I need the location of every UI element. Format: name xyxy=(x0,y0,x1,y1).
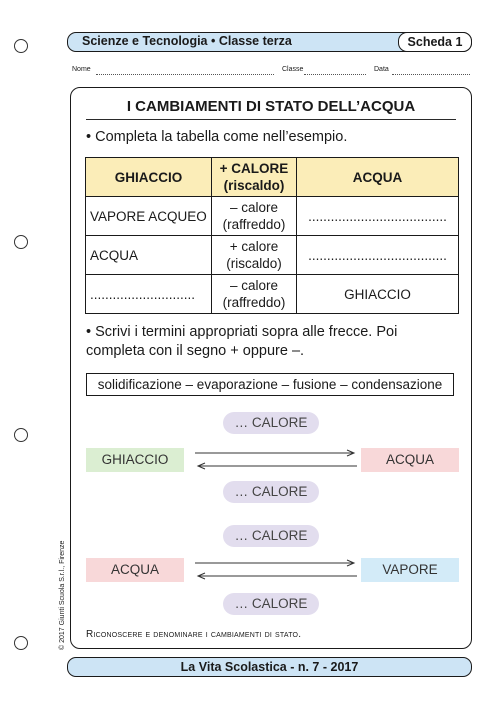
states-table xyxy=(85,157,459,314)
table-header-row xyxy=(86,158,459,197)
learning-objective: Riconoscere e denominare i cambiamenti di stato. xyxy=(86,629,302,640)
header-banner xyxy=(67,32,472,52)
binder-hole xyxy=(14,235,28,249)
footer-banner: La Vita Scolastica - n. 7 - 2017 xyxy=(67,657,472,677)
name-field[interactable] xyxy=(96,74,274,75)
transition-arrows xyxy=(193,558,359,582)
table-cell: ACQUA xyxy=(86,236,212,275)
table-row xyxy=(86,197,459,236)
binder-hole xyxy=(14,636,28,650)
heat-label-top[interactable]: … CALORE xyxy=(223,525,319,547)
heat-label-bottom[interactable]: … CALORE xyxy=(223,593,319,615)
table-row xyxy=(86,236,459,275)
table-cell: GHIACCIO xyxy=(297,275,459,314)
table-cell: + CALORE (riscaldo) xyxy=(212,158,297,197)
date-field[interactable] xyxy=(392,74,470,75)
terms-box: solidificazione – evaporazione – fusione – condensazione xyxy=(86,373,454,396)
instruction-table: • Completa la tabella come nell’esempio. xyxy=(86,129,348,145)
transition-arrows xyxy=(193,448,359,472)
answer-blank[interactable]: ............................ xyxy=(86,275,212,314)
state-box-right: VAPORE xyxy=(361,558,459,582)
class-field[interactable] xyxy=(304,74,366,75)
table-cell: VAPORE ACQUEO xyxy=(86,197,212,236)
subject-label: Scienze e Tecnologia • Classe terza xyxy=(82,34,292,48)
table-cell: – calore (raffreddo) xyxy=(212,275,297,314)
table-cell: + calore (riscaldo) xyxy=(212,236,297,275)
answer-blank[interactable]: ..................................... xyxy=(297,197,459,236)
page-title: I CAMBIAMENTI DI STATO DELL’ACQUA xyxy=(126,98,416,115)
heat-label-top[interactable]: … CALORE xyxy=(223,412,319,434)
copyright-notice: © 2017 Giunti Scuola S.r.l., Firenze xyxy=(59,540,66,650)
state-box-left: ACQUA xyxy=(86,558,184,582)
instruction-arrows: • Scrivi i termini appropriati sopra alle frecce. Poi completa con il segno + oppure –. xyxy=(86,324,398,359)
worksheet-card xyxy=(70,87,472,649)
state-box-left: GHIACCIO xyxy=(86,448,184,472)
date-label: Data xyxy=(374,66,389,73)
sheet-number: Scheda 1 xyxy=(398,32,472,52)
answer-blank[interactable]: ..................................... xyxy=(297,236,459,275)
table-row xyxy=(86,275,459,314)
binder-hole xyxy=(14,39,28,53)
table-cell: GHIACCIO xyxy=(86,158,212,197)
table-cell: ACQUA xyxy=(297,158,459,197)
title-divider xyxy=(86,119,456,120)
table-cell: – calore (raffreddo) xyxy=(212,197,297,236)
state-box-right: ACQUA xyxy=(361,448,459,472)
class-label: Classe xyxy=(282,66,304,73)
heat-label-bottom[interactable]: … CALORE xyxy=(223,481,319,503)
name-label: Nome xyxy=(72,66,91,73)
binder-hole xyxy=(14,428,28,442)
